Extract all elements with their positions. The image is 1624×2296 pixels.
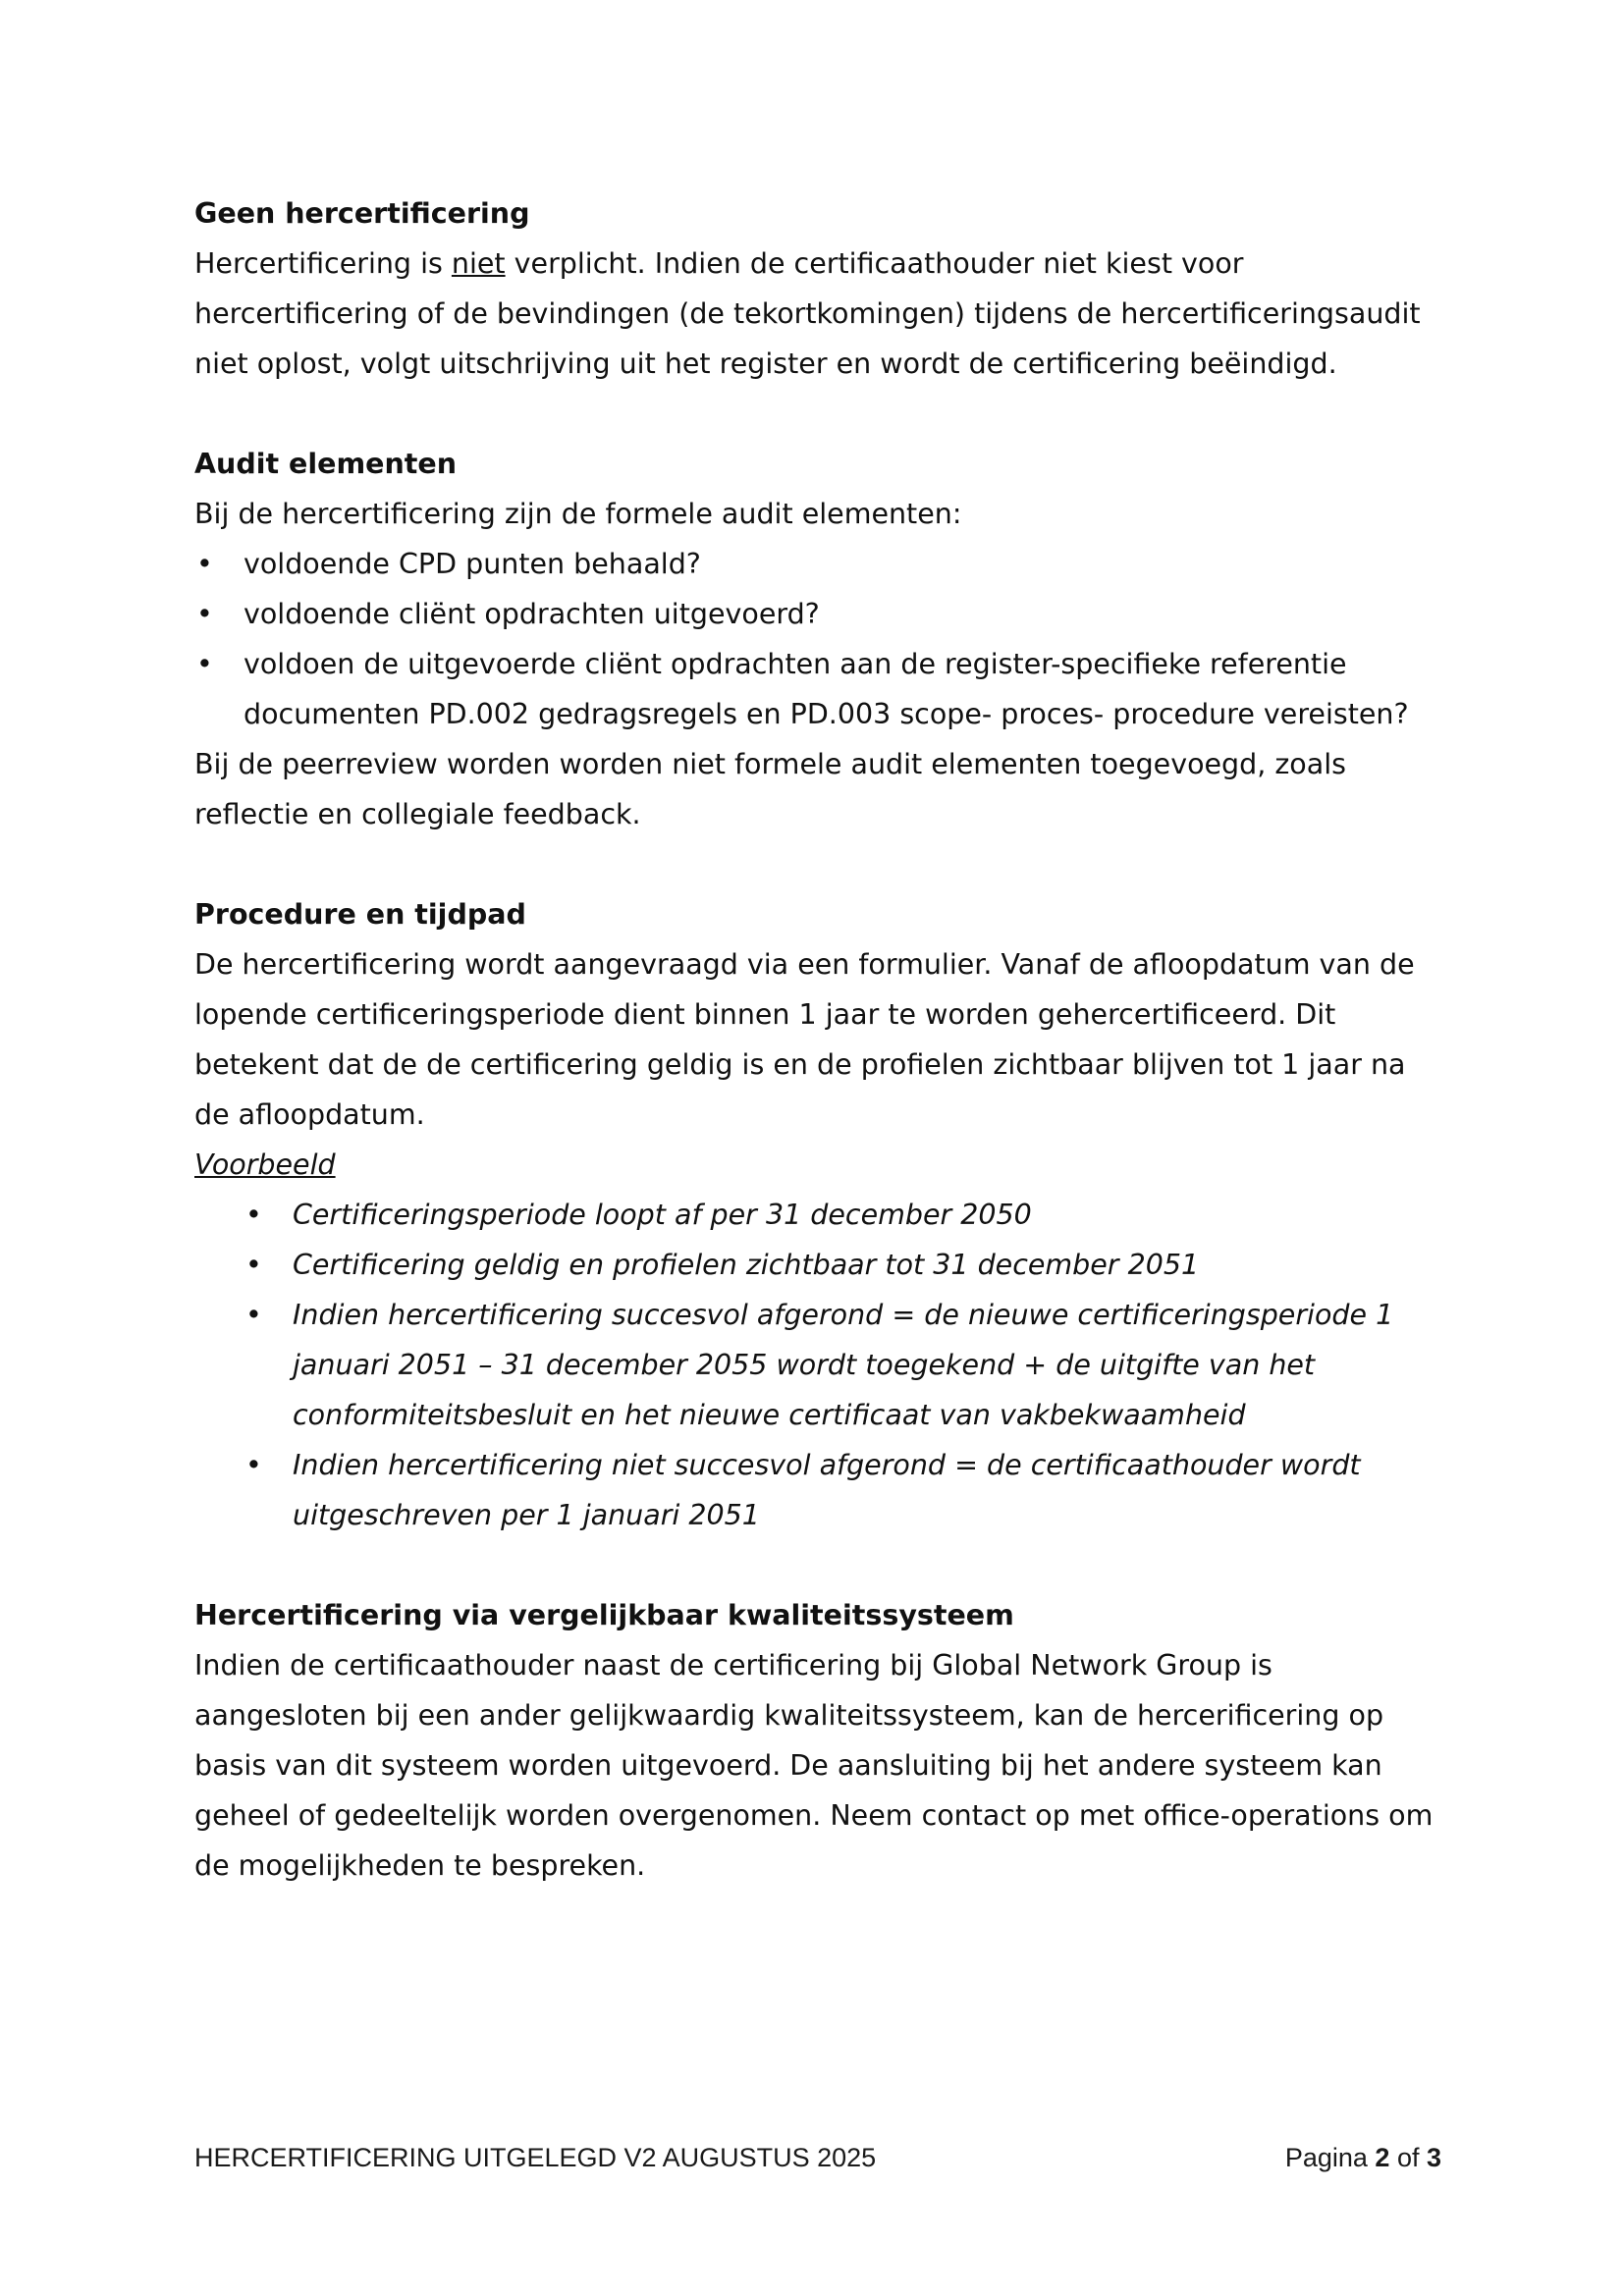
section-paragraph: Bij de peerreview worden worden niet formele audit elementen toegevoegd, zoals reflectie en collegiale feedback.: [194, 748, 1346, 830]
audit-element-list: [194, 539, 1441, 739]
section-geen-hercertificering: [194, 188, 1441, 389]
section-heading: Procedure en tijdpad: [194, 898, 526, 931]
list-item: • Certificering geldig en profielen zichtbaar tot 31 december 2051: [194, 1240, 1441, 1290]
paragraph-text: verplicht. Indien de certificaathouder niet kiest voor hercertificering of de bevindingen (de tekortkomingen) tijdens de hercertificeringsaudit niet oplost, volgt uitschrijving uit het register en wordt de certificering beëindigd.: [194, 247, 1421, 380]
section-procedure-en-tijdpad: [194, 889, 1441, 1540]
page-total: 3: [1426, 2143, 1441, 2172]
section-heading: Hercertificering via vergelijkbaar kwaliteitssysteem: [194, 1599, 1014, 1631]
section-paragraph: Indien de certificaathouder naast de certificering bij Global Network Group is aangesloten bij een ander gelijkwaardig kwaliteitssysteem, kan de hercerificering op basis van dit systeem worden uitgevoerd. De aansluiting bij het andere systeem kan geheel of gedeeltelijk worden overgenomen. Neem contact op met office-operations om de mogelijkheden te bespreken.: [194, 1649, 1434, 1882]
footer-document-title: HERCERTIFICERING UITGELEGD V2 AUGUSTUS 2025: [194, 2143, 877, 2172]
page-of: of: [1389, 2143, 1427, 2172]
section-vergelijkbaar-kwaliteitssysteem: [194, 1590, 1441, 1891]
list-item: • Indien hercertificering succesvol afgerond = de nieuwe certificeringsperiode 1 januari 2051 – 31 december 2055 wordt toegekend + de uitgifte van het conformiteitsbesluit en het nieuwe certificaat van vakbekwaamheid: [194, 1290, 1441, 1440]
section-paragraph: [194, 239, 1441, 389]
list-item: • Certificeringsperiode loopt af per 31 december 2050: [194, 1190, 1441, 1240]
page-current: 2: [1375, 2143, 1390, 2172]
paragraph-text: Hercertificering is: [194, 247, 452, 280]
page-label: Pagina: [1284, 2143, 1376, 2172]
footer-page-number: [1285, 2138, 1441, 2177]
list-item: • voldoende cliënt opdrachten uitgevoerd?: [194, 589, 1441, 639]
list-item: • voldoende CPD punten behaald?: [194, 539, 1441, 589]
section-heading: Audit elementen: [194, 448, 458, 480]
example-label: Voorbeeld: [194, 1148, 336, 1181]
page-content: [194, 188, 1441, 1891]
list-item: • voldoen de uitgevoerde cliënt opdrachten aan de register-specifieke referentie documenten PD.002 gedragsregels en PD.003 scope- proces- procedure vereisten?: [194, 639, 1441, 739]
section-paragraph: De hercertificering wordt aangevraagd via een formulier. Vanaf de afloopdatum van de lopende certificeringsperiode dient binnen 1 jaar te worden gehercertificeerd. Dit betekent dat de de certificering geldig is en de profielen zichtbaar blijven tot 1 jaar na de afloopdatum.: [194, 948, 1415, 1131]
underlined-word: niet: [451, 247, 506, 280]
section-intro: Bij de hercertificering zijn de formele audit elementen:: [194, 498, 962, 530]
section-audit-elementen: [194, 439, 1441, 839]
section-heading: Geen hercertificering: [194, 197, 530, 230]
example-list: [194, 1190, 1441, 1540]
list-item: • Indien hercertificering niet succesvol afgerond = de certificaathouder wordt uitgeschreven per 1 januari 2051: [194, 1440, 1441, 1540]
